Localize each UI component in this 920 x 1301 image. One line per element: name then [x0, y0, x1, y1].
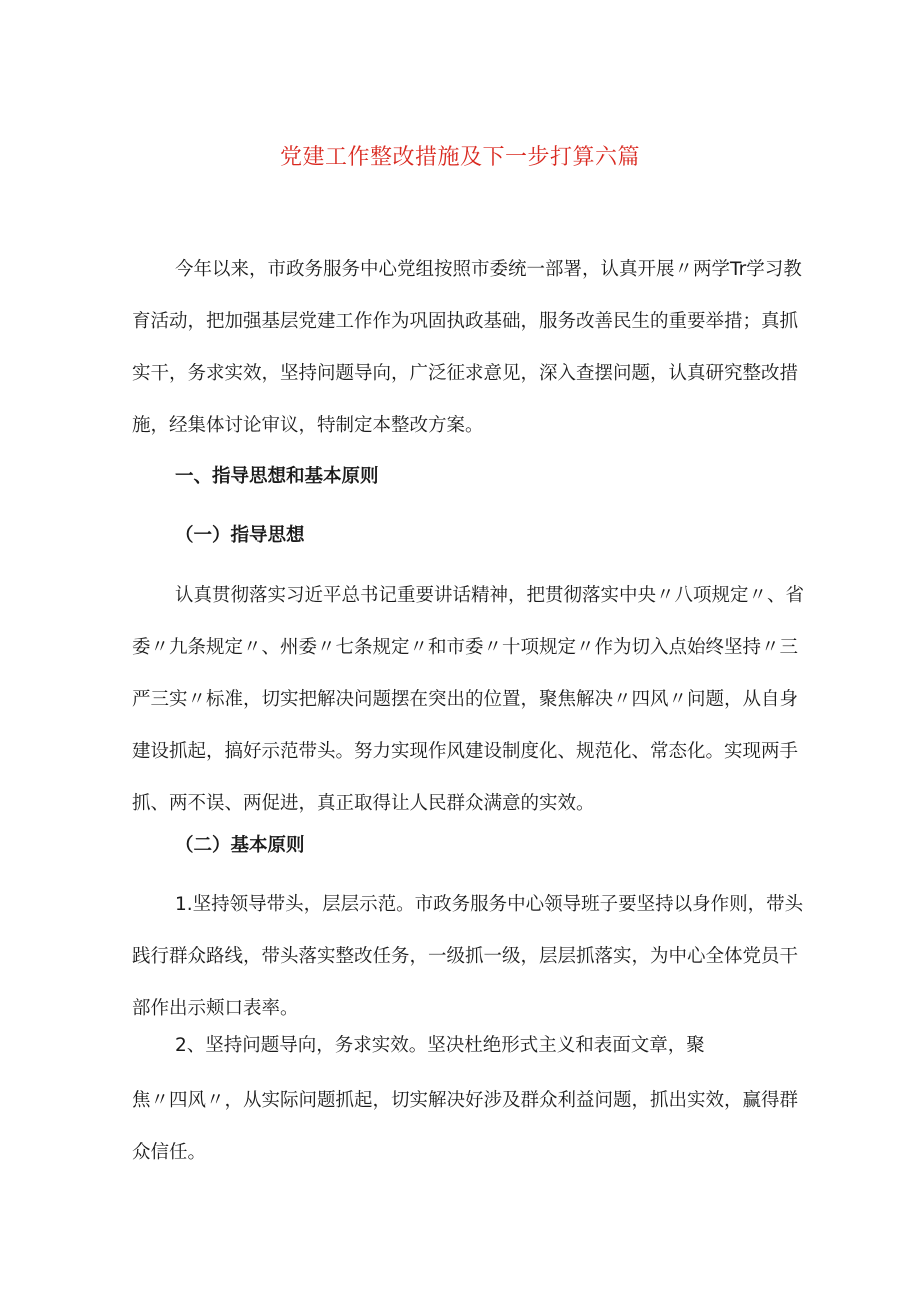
- intro-paragraph: 今年以来，市政务服务中心党组按照市委统一部署，认真开展〃两学Tr学习教育活动，把加强基层党建工作作为巩固执政基础，服务改善民生的重要举措；真抓实干，务求实效，坚持问题导向，广泛征求意见，深入查摆问题，认真研究整改措施，经集体讨论审议，特制定本整改方案。: [132, 259, 802, 436]
- principle-1-paragraph: 1.坚持领导带头，层层示范。市政务服务中心领导班子要坚持以身作则，带头践行群众路线，带头落实整改任务，一级抓一级，层层抓落实，为中心全体党员干部作出示颊口表率。: [132, 894, 804, 1019]
- subheading-guiding-ideology: （一）指导思想: [175, 525, 305, 546]
- guiding-ideology-paragraph: 认真贯彻落实习近平总书记重要讲话精神，把贯彻落实中央〃八项规定〃、省委〃九条规定〃、州委〃七条规定〃和市委〃十项规定〃作为切入点始终坚持〃三严三实〃标准，切实把解决问题摆在突出的位置，聚焦解决〃四风〃问题，从自身建设抓起，搞好示范带头。努力实现作风建设制度化、规范化、常态化。实现两手抓、两不误、两促进，真正取得让人民群众满意的实效。: [132, 585, 805, 814]
- subheading-basic-principles: （二）基本原则: [175, 835, 305, 856]
- document-title: 党建工作整改措施及下一步打算六篇: [279, 145, 640, 170]
- section-heading-guiding-principles: 一、指导思想和基本原则: [175, 466, 379, 487]
- principle-2-continuation: 焦〃四风〃，从实际问题抓起，切实解决好涉及群众利益问题，抓出实效，赢得群众信任。: [132, 1090, 799, 1163]
- principle-2-first-line: 2、坚持问题导向，务求实效。坚决杜绝形式主义和表面文章，聚: [175, 1035, 705, 1056]
